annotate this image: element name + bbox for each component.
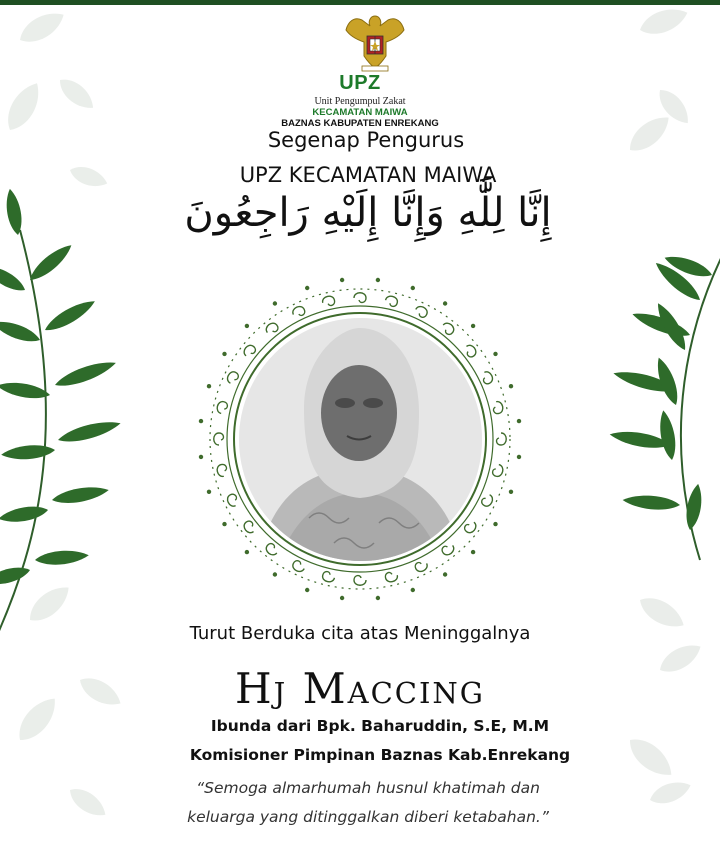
deceased-name: Hj Maccing bbox=[235, 664, 485, 713]
prayer-quote-line-1: “Semoga almarhumah husnul khatimah dan bbox=[196, 779, 540, 797]
arabic-calligraphy: إِنَّا لِلَّٰهِ وَإِنَّا إِلَيْهِ رَاجِعُونَ bbox=[184, 190, 552, 236]
logo-org: BAZNAS KABUPATEN ENREKANG bbox=[281, 118, 439, 129]
description-line-1: Ibunda dari Bpk. Baharuddin, S.E, M.M bbox=[210, 717, 550, 735]
logo-subtitle: Unit Pengumpul Zakat bbox=[314, 96, 406, 107]
garuda-emblem-icon bbox=[340, 6, 410, 76]
logo-district: KECAMATAN MAIWA bbox=[312, 107, 408, 118]
leaf-branch-left-icon bbox=[0, 188, 122, 640]
header-line-2: UPZ KECAMATAN MAIWA bbox=[239, 163, 497, 187]
prayer-quote-line-2: keluarga yang ditinggalkan diberi ketabahan.” bbox=[187, 808, 549, 826]
condolence-text: Turut Berduka cita atas Meninggalnya bbox=[189, 623, 531, 644]
header-line-1: Segenap Pengurus bbox=[267, 128, 465, 152]
deceased-photo bbox=[239, 318, 482, 561]
description-line-2: Komisioner Pimpinan Baznas Kab.Enrekang bbox=[189, 746, 571, 764]
leaf-branch-right-icon bbox=[609, 250, 720, 560]
logo-title: UPZ bbox=[339, 72, 381, 94]
